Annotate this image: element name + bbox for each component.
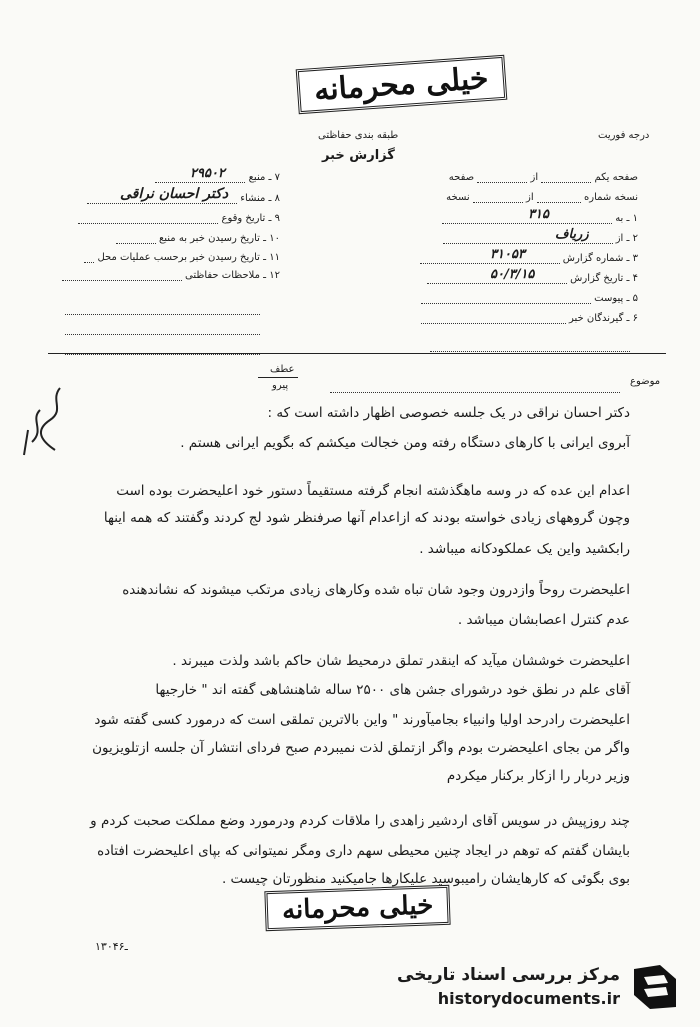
page-number: ۱۳۰ـ۴۶ — [95, 940, 128, 953]
body-line: اعلیحضرت روحاً وازدرون وجود شان تباه شده وکارهای زیادی مرتکب میشوند که نشاندهنده — [122, 582, 630, 598]
body-line: وچون گروههای زیادی خواسته بودند که ازاعدام آنها صرفنظر شود لج کردند وگفتند که همه اینها — [103, 510, 630, 526]
field-security-notes — [62, 270, 280, 281]
field-page: صفحه یکم از صفحه — [448, 172, 638, 183]
field-label: ۷ ـ منبع — [248, 172, 280, 183]
field-received-ops — [84, 252, 280, 263]
body-line: عدم کنترل اعصابشان میباشد . — [457, 612, 630, 628]
archive-website[interactable]: historydocuments.ir — [437, 989, 620, 1008]
field-label: ۹ ـ تاریخ وقوع — [221, 213, 280, 224]
atf-label: عطف — [270, 364, 295, 375]
body-line: اعدام این عده که در وسه ماهگذشته انجام گرفته مستقیماً دستور خود اعلیحضرت بوده است — [116, 483, 630, 499]
field-label: ۸ ـ منشاء — [240, 193, 280, 204]
bottom-secret-stamp: خیلی محرمانه — [264, 885, 451, 931]
body-line: آقای علم در نطق خود درشورای جشن های ۲۵۰۰ ساله شاهنشاهی گفته اند " خارجیها — [155, 682, 630, 698]
field-source-value: ۲۹۵۰۲ — [190, 166, 225, 181]
field-report-date: ۴ ـ تاریخ گزارش — [427, 273, 638, 284]
body-line: آبروی ایرانی با کارهای دستگاه رفته ومن خجالت میکشم که بگویم ایرانی هستم . — [180, 435, 630, 451]
body-line: دکتر احسان نراقی در یک جلسه خصوصی اظهار داشته است که : — [267, 405, 630, 421]
body-line: رابکشید واین یک عملکودکانه میباشد . — [419, 541, 630, 557]
archive-footer — [390, 961, 680, 1013]
peyro-label: پیرو — [272, 380, 289, 391]
body-line: اعلیحضرت خوششان میآید که اینقدر تملق درمحیط شان حاکم باشد ولذت میبرند . — [172, 653, 630, 669]
body-line: واگر من بجای اعلیحضرت بودم واگر ازتملق لذت نمیبردم صبح فردای انتشار آن جلسه ازتلویزیون — [92, 740, 630, 756]
subject-label: موضوع — [630, 376, 661, 387]
body-line: وزیر دربار را ازکار برکنار میکردم — [446, 768, 630, 784]
priority-label: درجه فوریت — [598, 130, 650, 141]
field-recipients: ۶ ـ گیرندگان خبر — [421, 313, 638, 324]
body-line: اعلیحضرت رادرحد اولیا وانبیاء بجامیآورند " واین بالاترین تملقی است که درمورد کسی گفته شود — [94, 712, 630, 728]
field-report-date-value: ۵۰/۳/۱۵ — [490, 267, 535, 282]
report-title: گزارش خبر — [322, 148, 395, 163]
body-line: چند روزپیش در سویس آقای اردشیر زاهدی را ملاقات کردم ودرمورد وضع مملکت صحبت کردم و — [90, 813, 630, 829]
field-copy-number: نسخه شماره از نسخه — [446, 192, 638, 203]
field-origin-value: دکتر احسان نراقی — [120, 186, 229, 202]
top-secret-stamp: خیلی محرمانه — [296, 55, 507, 114]
field-to-value: ۳۱۵ — [528, 207, 549, 222]
field-label: ۱۲ ـ ملاحظات حفاظتی — [185, 270, 280, 281]
classification-label: طبقه بندی حفاظتی — [318, 130, 399, 141]
field-report-number: ۳ ـ شماره گزارش — [420, 253, 638, 264]
field-from-value: زریاف — [555, 227, 589, 242]
field-from: ۲ ـ از — [443, 233, 638, 244]
field-attachment: ۵ ـ پیوست — [421, 293, 638, 304]
body-line: بوی بگوئی که کارهایشان رامیبوسید علیکارها جامیکنید منظورتان چیست . — [221, 871, 630, 887]
field-label: ۱۱ ـ تاریخ رسیدن خبر برحسب عملیات محل — [97, 252, 280, 263]
field-to: ۱ ـ به — [442, 213, 638, 224]
field-report-number-value: ۳۱۰۵۳ — [490, 247, 525, 262]
field-received-date — [116, 233, 280, 244]
field-label: ۱۰ ـ تاریخ رسیدن خبر به منبع — [158, 233, 280, 244]
archive-center-name: مرکز بررسی اسناد تاریخی — [397, 965, 620, 985]
archive-logo-icon — [630, 963, 680, 1011]
field-occurrence-date — [78, 213, 280, 224]
header-divider — [48, 353, 666, 354]
body-line: بایشان گفتم که توهم در ایجاد چنین محیطی سهم داری ومگر نمیتوانی که بپای اعلیحضرت افتاده — [97, 843, 630, 859]
